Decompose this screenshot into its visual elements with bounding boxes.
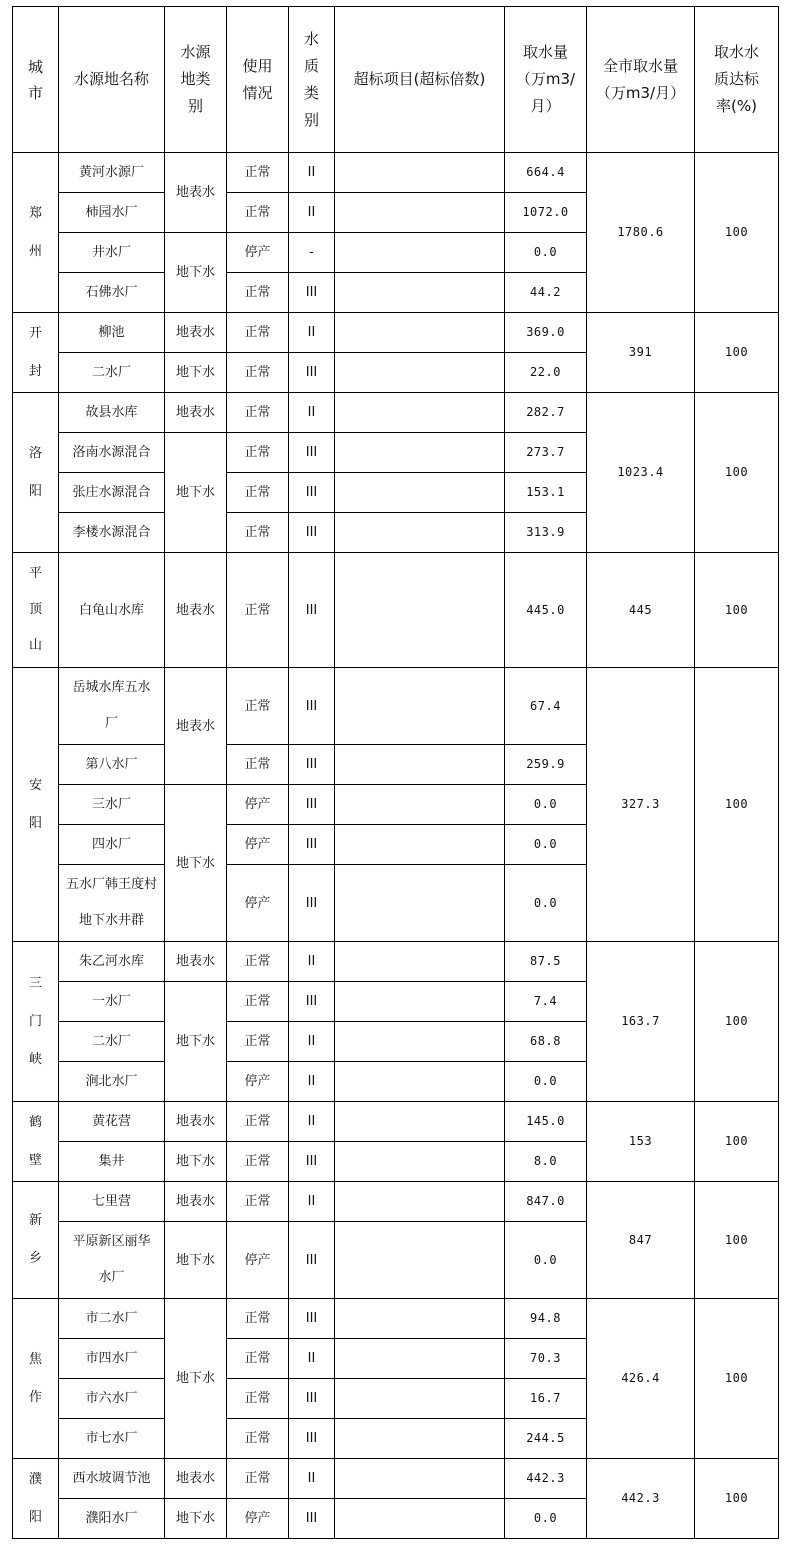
- intake-cell: 1072.0: [505, 193, 587, 233]
- usage-cell: 正常: [227, 1299, 289, 1339]
- exceed-cell: [335, 668, 505, 745]
- exceed-cell: [335, 353, 505, 393]
- water-source-table: [12, 6, 779, 1539]
- intake-cell: 16.7: [505, 1379, 587, 1419]
- rate-cell: 100: [695, 153, 779, 313]
- source-name-cell: 平原新区丽华水厂: [59, 1222, 165, 1299]
- intake-cell: 369.0: [505, 313, 587, 353]
- exceed-cell: [335, 825, 505, 865]
- quality-class-cell: III: [289, 825, 335, 865]
- exceed-cell: [335, 1222, 505, 1299]
- source-type-cell: 地下水: [165, 353, 227, 393]
- intake-cell: 664.4: [505, 153, 587, 193]
- table-row: [13, 313, 779, 353]
- intake-cell: 7.4: [505, 982, 587, 1022]
- usage-cell: 正常: [227, 313, 289, 353]
- source-type-cell: 地下水: [165, 1299, 227, 1459]
- usage-cell: 正常: [227, 1102, 289, 1142]
- source-type-cell: 地表水: [165, 1182, 227, 1222]
- intake-cell: 68.8: [505, 1022, 587, 1062]
- quality-class-cell: III: [289, 745, 335, 785]
- exceed-cell: [335, 865, 505, 942]
- source-name-cell: 柳池: [59, 313, 165, 353]
- header-usage: 使用情况: [227, 7, 289, 153]
- quality-class-cell: III: [289, 433, 335, 473]
- table-row: [13, 942, 779, 982]
- source-type-cell: 地下水: [165, 433, 227, 553]
- source-name-cell: 七里营: [59, 1182, 165, 1222]
- exceed-cell: [335, 1339, 505, 1379]
- quality-class-cell: III: [289, 668, 335, 745]
- exceed-cell: [335, 433, 505, 473]
- source-type-cell: 地下水: [165, 1499, 227, 1539]
- city-cell: 洛阳: [13, 393, 59, 553]
- usage-cell: 停产: [227, 825, 289, 865]
- intake-cell: 0.0: [505, 865, 587, 942]
- table-row: [13, 153, 779, 193]
- usage-cell: 正常: [227, 1379, 289, 1419]
- table-row: [13, 668, 779, 745]
- intake-cell: 847.0: [505, 1182, 587, 1222]
- exceed-cell: [335, 313, 505, 353]
- header-rate: 取水水质达标率(%): [695, 7, 779, 153]
- exceed-cell: [335, 1379, 505, 1419]
- source-name-cell: 白龟山水库: [59, 553, 165, 668]
- quality-class-cell: II: [289, 1459, 335, 1499]
- exceed-cell: [335, 942, 505, 982]
- exceed-cell: [335, 1299, 505, 1339]
- source-type-cell: 地下水: [165, 233, 227, 313]
- usage-cell: 正常: [227, 153, 289, 193]
- exceed-cell: [335, 1062, 505, 1102]
- source-name-cell: 井水厂: [59, 233, 165, 273]
- source-name-cell: 四水厂: [59, 825, 165, 865]
- city-total-cell: 445: [587, 553, 695, 668]
- source-type-cell: 地表水: [165, 668, 227, 785]
- exceed-cell: [335, 1459, 505, 1499]
- table-row: [13, 1102, 779, 1142]
- header-quality-class: 水质类别: [289, 7, 335, 153]
- table-row: [13, 393, 779, 433]
- exceed-cell: [335, 193, 505, 233]
- city-total-cell: 153: [587, 1102, 695, 1182]
- city-total-cell: 391: [587, 313, 695, 393]
- exceed-cell: [335, 785, 505, 825]
- city-total-cell: 1023.4: [587, 393, 695, 553]
- intake-cell: 313.9: [505, 513, 587, 553]
- quality-class-cell: III: [289, 785, 335, 825]
- usage-cell: 正常: [227, 1022, 289, 1062]
- exceed-cell: [335, 1102, 505, 1142]
- exceed-cell: [335, 1499, 505, 1539]
- header-source-name: 水源地名称: [59, 7, 165, 153]
- intake-cell: 0.0: [505, 785, 587, 825]
- usage-cell: 正常: [227, 745, 289, 785]
- city-total-cell: 327.3: [587, 668, 695, 942]
- intake-cell: 0.0: [505, 233, 587, 273]
- exceed-cell: [335, 982, 505, 1022]
- exceed-cell: [335, 273, 505, 313]
- quality-class-cell: II: [289, 1182, 335, 1222]
- source-name-cell: 李楼水源混合: [59, 513, 165, 553]
- table-row: [13, 553, 779, 668]
- usage-cell: 停产: [227, 1062, 289, 1102]
- source-name-cell: 涧北水厂: [59, 1062, 165, 1102]
- intake-cell: 0.0: [505, 825, 587, 865]
- city-total-cell: 426.4: [587, 1299, 695, 1459]
- rate-cell: 100: [695, 553, 779, 668]
- quality-class-cell: II: [289, 193, 335, 233]
- intake-cell: 442.3: [505, 1459, 587, 1499]
- source-name-cell: 一水厂: [59, 982, 165, 1022]
- exceed-cell: [335, 233, 505, 273]
- header-city: 城市: [13, 7, 59, 153]
- quality-class-cell: -: [289, 233, 335, 273]
- usage-cell: 正常: [227, 193, 289, 233]
- city-cell: 濮阳: [13, 1459, 59, 1539]
- usage-cell: 停产: [227, 785, 289, 825]
- source-name-cell: 濮阳水厂: [59, 1499, 165, 1539]
- source-name-cell: 市六水厂: [59, 1379, 165, 1419]
- source-type-cell: 地表水: [165, 942, 227, 982]
- intake-cell: 445.0: [505, 553, 587, 668]
- quality-class-cell: III: [289, 865, 335, 942]
- usage-cell: 正常: [227, 1459, 289, 1499]
- source-name-cell: 市七水厂: [59, 1419, 165, 1459]
- source-name-cell: 市四水厂: [59, 1339, 165, 1379]
- source-type-cell: 地下水: [165, 785, 227, 942]
- intake-cell: 94.8: [505, 1299, 587, 1339]
- quality-class-cell: II: [289, 1339, 335, 1379]
- quality-class-cell: II: [289, 942, 335, 982]
- quality-class-cell: II: [289, 393, 335, 433]
- intake-cell: 0.0: [505, 1062, 587, 1102]
- usage-cell: 正常: [227, 942, 289, 982]
- rate-cell: 100: [695, 1459, 779, 1539]
- source-type-cell: 地下水: [165, 982, 227, 1102]
- intake-cell: 282.7: [505, 393, 587, 433]
- source-name-cell: 石佛水厂: [59, 273, 165, 313]
- quality-class-cell: II: [289, 1062, 335, 1102]
- quality-class-cell: III: [289, 1142, 335, 1182]
- usage-cell: 正常: [227, 273, 289, 313]
- usage-cell: 停产: [227, 865, 289, 942]
- header-exceed: 超标项目(超标倍数): [335, 7, 505, 153]
- source-type-cell: 地下水: [165, 1142, 227, 1182]
- intake-cell: 0.0: [505, 1222, 587, 1299]
- source-name-cell: 三水厂: [59, 785, 165, 825]
- source-type-cell: 地表水: [165, 313, 227, 353]
- usage-cell: 正常: [227, 473, 289, 513]
- quality-class-cell: II: [289, 313, 335, 353]
- exceed-cell: [335, 513, 505, 553]
- intake-cell: 0.0: [505, 1499, 587, 1539]
- rate-cell: 100: [695, 668, 779, 942]
- intake-cell: 244.5: [505, 1419, 587, 1459]
- usage-cell: 停产: [227, 233, 289, 273]
- source-name-cell: 第八水厂: [59, 745, 165, 785]
- header-source-type: 水源地类别: [165, 7, 227, 153]
- exceed-cell: [335, 393, 505, 433]
- exceed-cell: [335, 153, 505, 193]
- exceed-cell: [335, 1022, 505, 1062]
- source-name-cell: 洛南水源混合: [59, 433, 165, 473]
- city-total-cell: 163.7: [587, 942, 695, 1102]
- source-name-cell: 岳城水库五水厂: [59, 668, 165, 745]
- intake-cell: 259.9: [505, 745, 587, 785]
- usage-cell: 正常: [227, 668, 289, 745]
- source-name-cell: 二水厂: [59, 1022, 165, 1062]
- quality-class-cell: II: [289, 1022, 335, 1062]
- city-cell: 平顶山: [13, 553, 59, 668]
- intake-cell: 145.0: [505, 1102, 587, 1142]
- table-row: [13, 1182, 779, 1222]
- exceed-cell: [335, 473, 505, 513]
- intake-cell: 8.0: [505, 1142, 587, 1182]
- source-name-cell: 市二水厂: [59, 1299, 165, 1339]
- rate-cell: 100: [695, 313, 779, 393]
- intake-cell: 67.4: [505, 668, 587, 745]
- source-name-cell: 五水厂韩王度村地下水井群: [59, 865, 165, 942]
- quality-class-cell: III: [289, 1379, 335, 1419]
- exceed-cell: [335, 745, 505, 785]
- city-cell: 焦作: [13, 1299, 59, 1459]
- city-cell: 鹤壁: [13, 1102, 59, 1182]
- quality-class-cell: III: [289, 273, 335, 313]
- rate-cell: 100: [695, 1299, 779, 1459]
- intake-cell: 22.0: [505, 353, 587, 393]
- rate-cell: 100: [695, 1182, 779, 1299]
- source-type-cell: 地表水: [165, 553, 227, 668]
- exceed-cell: [335, 1142, 505, 1182]
- quality-class-cell: II: [289, 153, 335, 193]
- exceed-cell: [335, 1419, 505, 1459]
- usage-cell: 正常: [227, 1182, 289, 1222]
- intake-cell: 44.2: [505, 273, 587, 313]
- city-cell: 新乡: [13, 1182, 59, 1299]
- source-name-cell: 集井: [59, 1142, 165, 1182]
- usage-cell: 停产: [227, 1222, 289, 1299]
- city-cell: 开封: [13, 313, 59, 393]
- city-cell: 郑州: [13, 153, 59, 313]
- exceed-cell: [335, 1182, 505, 1222]
- usage-cell: 正常: [227, 982, 289, 1022]
- source-type-cell: 地表水: [165, 393, 227, 433]
- header-intake: 取水量（万m3/月）: [505, 7, 587, 153]
- quality-class-cell: III: [289, 1299, 335, 1339]
- quality-class-cell: III: [289, 553, 335, 668]
- source-type-cell: 地表水: [165, 153, 227, 233]
- source-type-cell: 地表水: [165, 1459, 227, 1499]
- intake-cell: 273.7: [505, 433, 587, 473]
- source-type-cell: 地下水: [165, 1222, 227, 1299]
- intake-cell: 87.5: [505, 942, 587, 982]
- quality-class-cell: III: [289, 1419, 335, 1459]
- exceed-cell: [335, 553, 505, 668]
- city-cell: 安阳: [13, 668, 59, 942]
- usage-cell: 正常: [227, 353, 289, 393]
- table-row: [13, 1459, 779, 1499]
- intake-cell: 70.3: [505, 1339, 587, 1379]
- rate-cell: 100: [695, 1102, 779, 1182]
- intake-cell: 153.1: [505, 473, 587, 513]
- header-row: [13, 7, 779, 153]
- source-name-cell: 故县水库: [59, 393, 165, 433]
- source-name-cell: 二水厂: [59, 353, 165, 393]
- quality-class-cell: III: [289, 353, 335, 393]
- rate-cell: 100: [695, 942, 779, 1102]
- usage-cell: 正常: [227, 1339, 289, 1379]
- usage-cell: 正常: [227, 513, 289, 553]
- source-name-cell: 黄花营: [59, 1102, 165, 1142]
- city-total-cell: 847: [587, 1182, 695, 1299]
- source-name-cell: 柿园水厂: [59, 193, 165, 233]
- city-total-cell: 1780.6: [587, 153, 695, 313]
- quality-class-cell: II: [289, 1102, 335, 1142]
- source-name-cell: 朱乙河水库: [59, 942, 165, 982]
- usage-cell: 正常: [227, 393, 289, 433]
- rate-cell: 100: [695, 393, 779, 553]
- source-name-cell: 西水坡调节池: [59, 1459, 165, 1499]
- header-city-total: 全市取水量（万m3/月）: [587, 7, 695, 153]
- table-row: [13, 1299, 779, 1339]
- quality-class-cell: III: [289, 1499, 335, 1539]
- source-type-cell: 地表水: [165, 1102, 227, 1142]
- usage-cell: 正常: [227, 433, 289, 473]
- quality-class-cell: III: [289, 982, 335, 1022]
- usage-cell: 正常: [227, 1142, 289, 1182]
- quality-class-cell: III: [289, 473, 335, 513]
- city-cell: 三门峡: [13, 942, 59, 1102]
- quality-class-cell: III: [289, 1222, 335, 1299]
- usage-cell: 正常: [227, 1419, 289, 1459]
- usage-cell: 停产: [227, 1499, 289, 1539]
- source-name-cell: 黄河水源厂: [59, 153, 165, 193]
- usage-cell: 正常: [227, 553, 289, 668]
- city-total-cell: 442.3: [587, 1459, 695, 1539]
- source-name-cell: 张庄水源混合: [59, 473, 165, 513]
- quality-class-cell: III: [289, 513, 335, 553]
